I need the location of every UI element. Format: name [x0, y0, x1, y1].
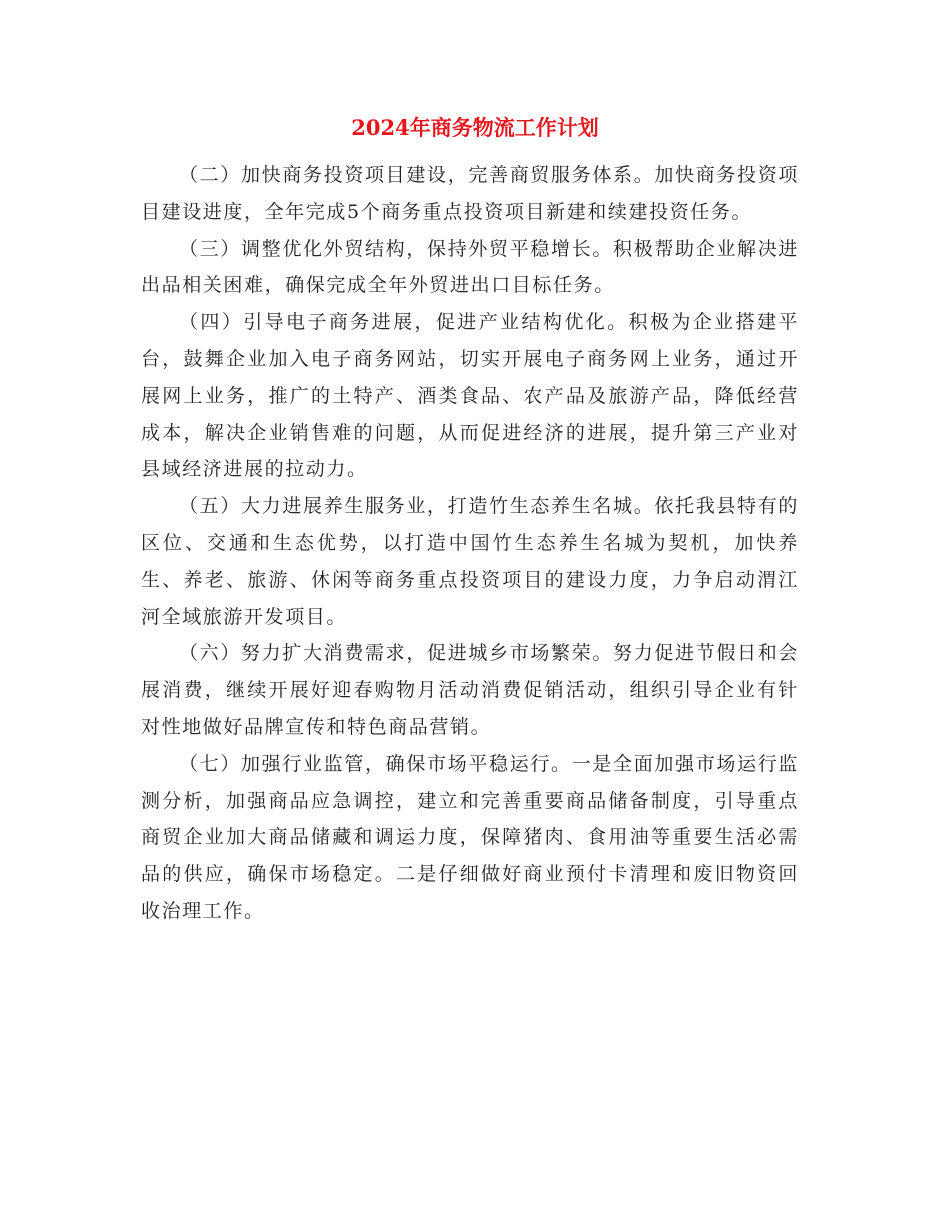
paragraph-6: （六）努力扩大消费需求，促进城乡市场繁荣。努力促进节假日和会展消费，继续开展好迎春购物月活动消费促销活动，组织引导企业有针对性地做好品牌宣传和特色商品营销。 — [141, 642, 799, 738]
document-body — [141, 157, 799, 930]
paragraph-2: （二）加快商务投资项目建设，完善商贸服务体系。加快商务投资项目建设进度，全年完成5个商务重点投资项目新建和续建投资任务。 — [141, 164, 799, 223]
paragraph-4: （四）引导电子商务进展，促进产业结构优化。积极为企业搭建平台，鼓舞企业加入电子商务网站，切实开展电子商务网上业务，通过开展网上业务，推广的土特产、酒类食品、农产品及旅游产品，降低经营成本，解决企业销售难的问题，从而促进经济的进展，提升第三产业对县域经济进展的拉动力。 — [141, 311, 799, 481]
paragraph-7: （七）加强行业监管，确保市场平稳运行。一是全面加强市场运行监测分析，加强商品应急调控，建立和完善重要商品储备制度，引导重点商贸企业加大商品储藏和调运力度，保障猪肉、食用油等重要生活必需品的供应，确保市场稳定。二是仔细做好商业预付卡清理和废旧物资回收治理工作。 — [141, 752, 799, 922]
paragraph-3: （三）调整优化外贸结构，保持外贸平稳增长。积极帮助企业解决进出品相关困难，确保完成全年外贸进出口目标任务。 — [141, 237, 799, 297]
document-title: 2024年商务物流工作计划 — [351, 115, 599, 140]
paragraph-5: （五）大力进展养生服务业，打造竹生态养生名城。依托我县特有的区位、交通和生态优势，以打造中国竹生态养生名城为契机，加快养生、养老、旅游、休闲等商务重点投资项目的建设力度，力争启动渭江河全域旅游开发项目。 — [141, 495, 799, 628]
